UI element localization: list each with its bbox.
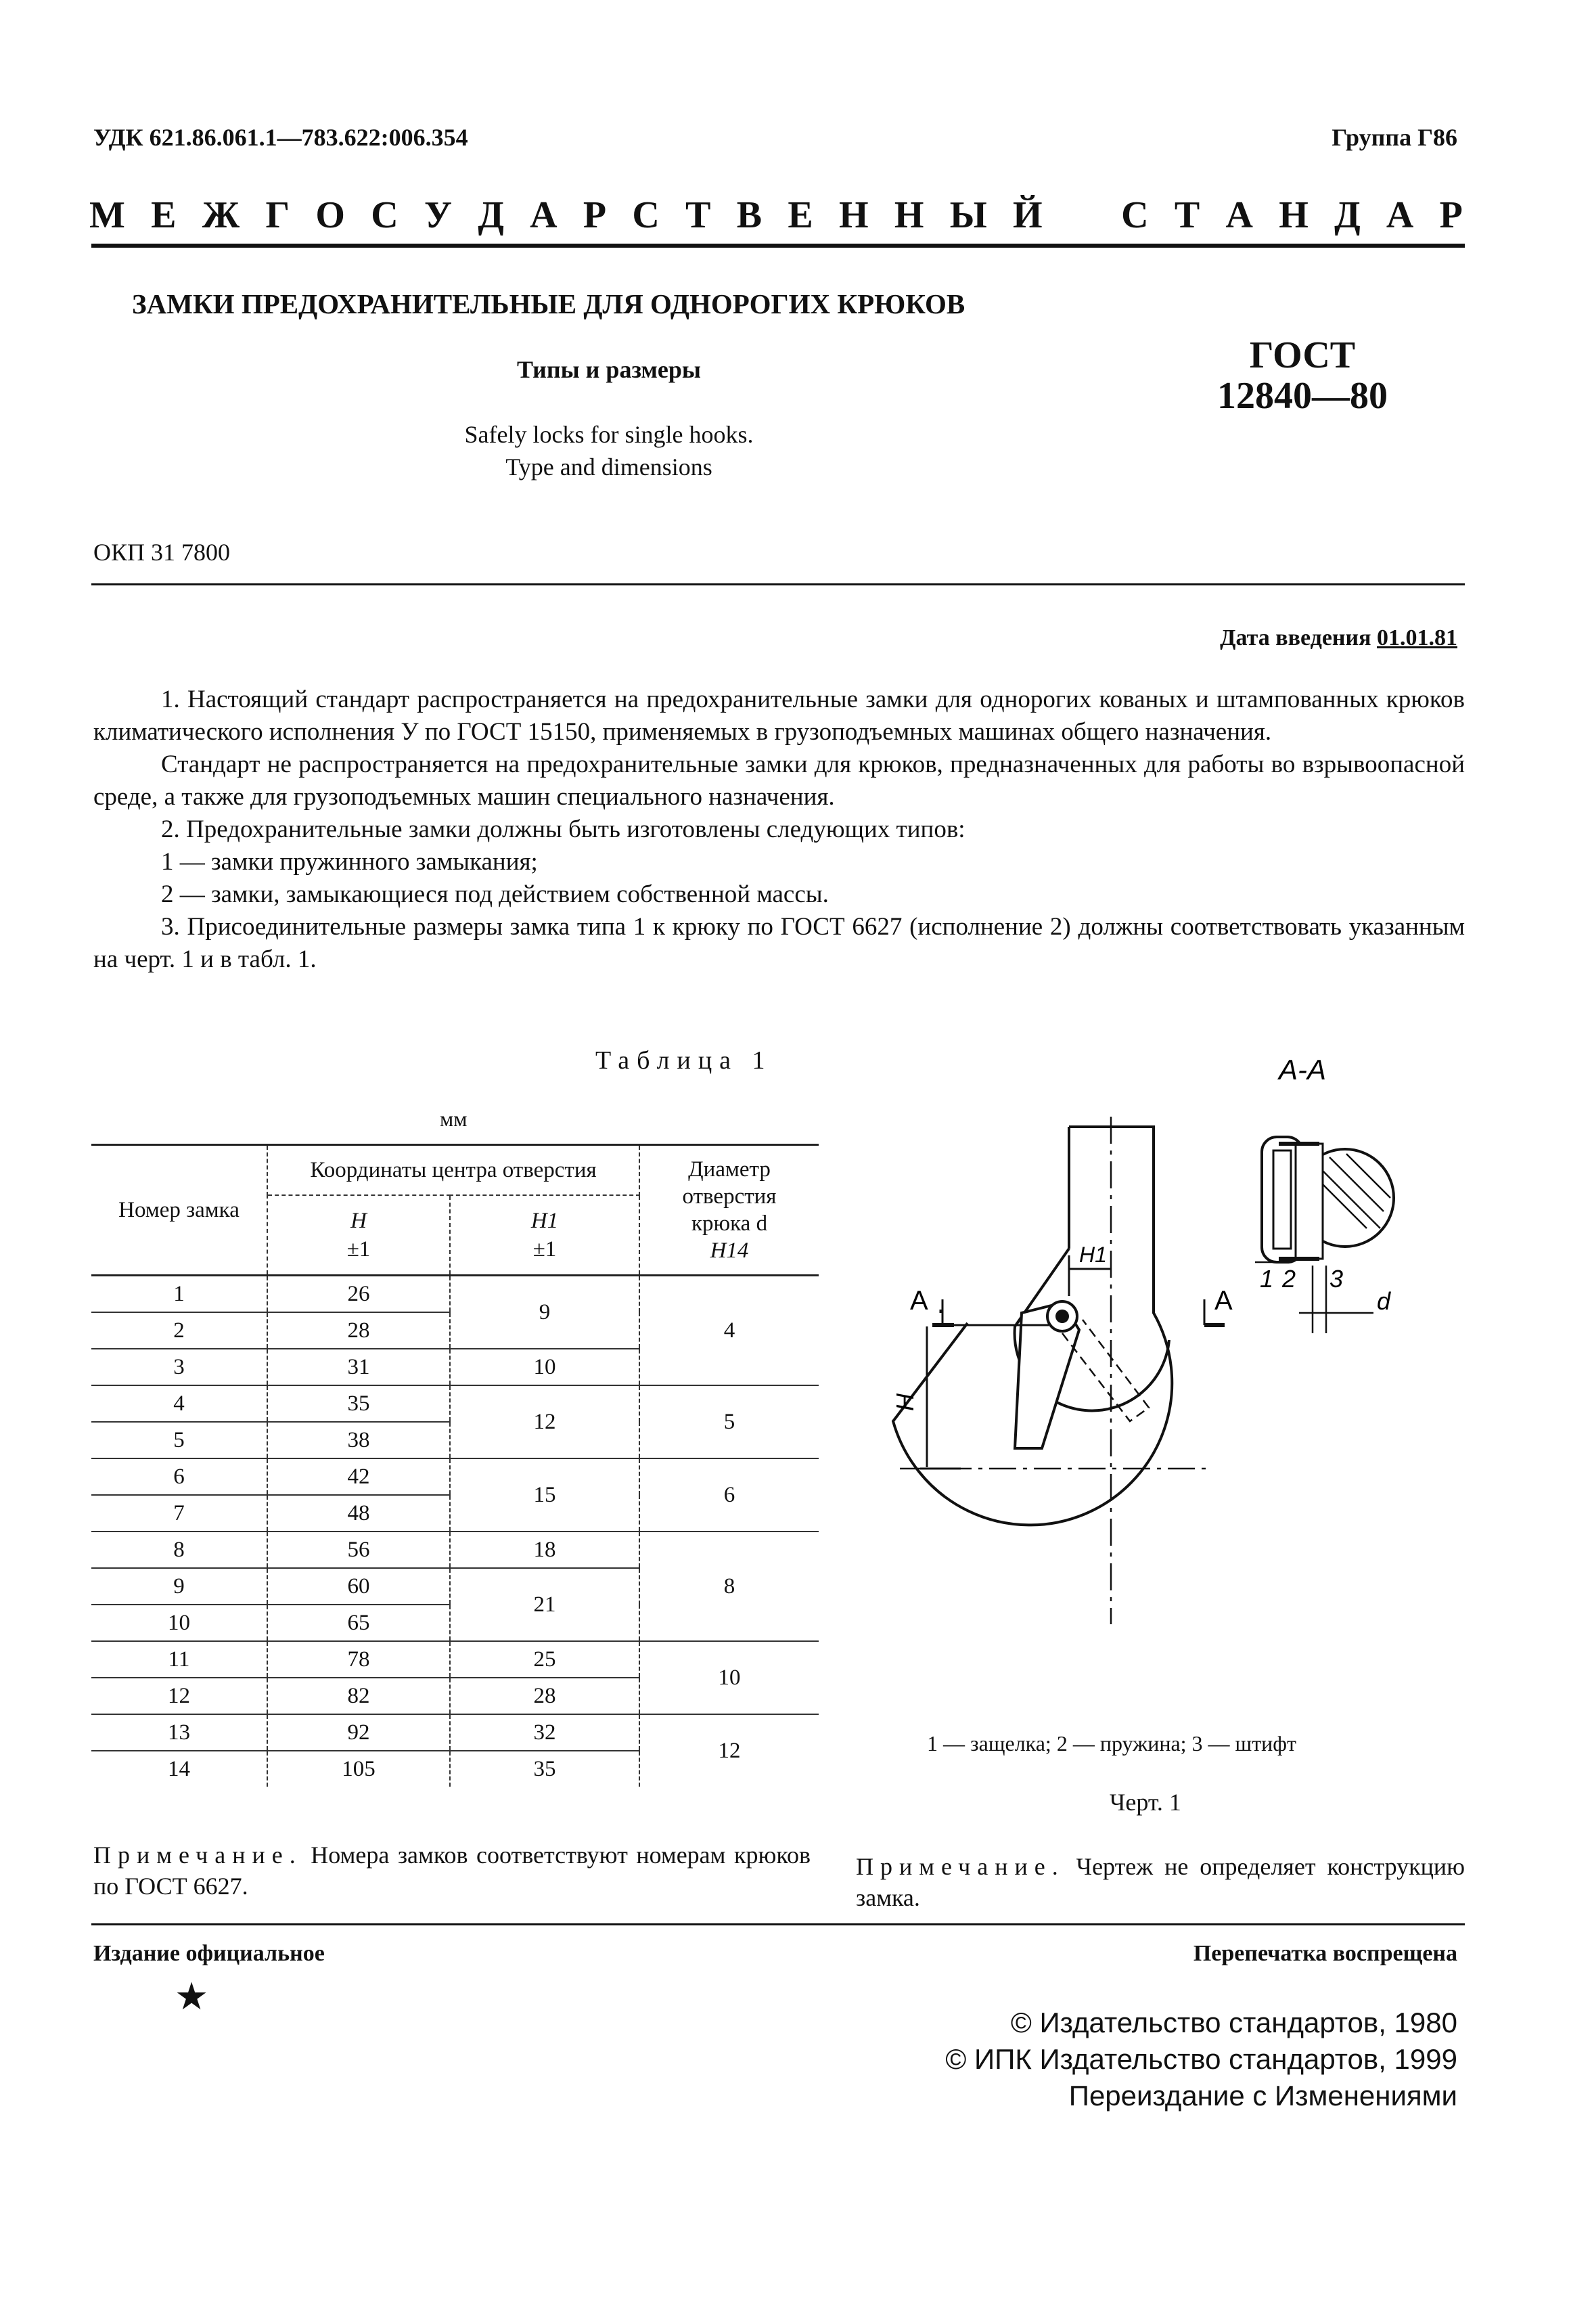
body-text <box>93 684 1465 976</box>
reprint-prohibited: Перепечатка воспрещена <box>1193 1941 1457 1966</box>
header-rule <box>91 244 1465 248</box>
paragraph: 2 — замки, замыкающиеся под действием собственной массы. <box>161 880 829 908</box>
table-cell-H1: 25 <box>450 1641 639 1678</box>
table-cell-lock: 10 <box>91 1605 267 1641</box>
dimensions-table <box>91 1144 819 1787</box>
table-cell-H: 56 <box>267 1532 450 1568</box>
table-cell-H: 35 <box>267 1385 450 1422</box>
table-cell-H: 26 <box>267 1276 450 1313</box>
table-cell-H: 65 <box>267 1605 450 1641</box>
table-cell-H: 48 <box>267 1495 450 1532</box>
table-cell-H: 82 <box>267 1678 450 1714</box>
dimension-H1-label: H1 <box>1079 1243 1107 1267</box>
table-cell-d: 5 <box>639 1385 819 1458</box>
table-cell-H1: 12 <box>450 1385 639 1458</box>
hook-drawing <box>846 1042 1488 1726</box>
table-cell-H1: 32 <box>450 1714 639 1751</box>
table-cell-d: 8 <box>639 1532 819 1641</box>
col-header-H: H ±1 <box>267 1195 450 1276</box>
table-cell-lock: 5 <box>91 1422 267 1458</box>
interstate-standard-heading: М Е Ж Г О С У Д А Р С Т В Е Н Н Ы Й С Т А Н Д А Р <box>89 194 1463 236</box>
star-icon: ★ <box>175 1976 209 2018</box>
section-mark-left: А <box>910 1286 928 1316</box>
section-mark-right: А <box>1214 1286 1233 1316</box>
table-cell-lock: 6 <box>91 1458 267 1495</box>
table-cell-d: 12 <box>718 1738 741 1763</box>
document-title: ЗАМКИ ПРЕДОХРАНИТЕЛЬНЫЕ ДЛЯ ОДНОРОГИХ КРЮКОВ <box>132 288 965 319</box>
gost-number: ГОСТ 12840—80 <box>1217 334 1388 417</box>
table-cell-lock: 3 <box>91 1349 267 1385</box>
table-cell-lock: 4 <box>91 1385 267 1422</box>
figure-legend: 1 — защелка; 2 — пружина; 3 — штифт <box>927 1731 1297 1756</box>
table-cell-H1: 18 <box>450 1532 639 1568</box>
figure-note: Примечание. Чертеж не определяет конструкцию замка. <box>856 1853 1465 1911</box>
table-cell-H1: 21 <box>450 1568 639 1641</box>
paragraph: 3. Присоединительные размеры замка типа 1 к крюку по ГОСТ 6627 (исполнение 2) должны соответствовать указанным на черт. 1 и в табл. 1. <box>93 913 1465 973</box>
footer-rule <box>91 1923 1465 1925</box>
table-cell-H: 105 <box>267 1751 450 1787</box>
part-label-2: 2 <box>1282 1265 1296 1293</box>
okp-code: ОКП 31 7800 <box>93 539 231 566</box>
table-cell-lock: 8 <box>91 1532 267 1568</box>
section-label: А-А <box>1279 1054 1327 1086</box>
dimension-d-label: d <box>1377 1287 1391 1315</box>
table-unit: мм <box>440 1107 468 1131</box>
table-cell-H: 92 <box>267 1714 450 1751</box>
table-cell-H: 38 <box>267 1422 450 1458</box>
paragraph: 1 — замки пружинного замыкания; <box>161 848 538 876</box>
table-cell-H: 60 <box>267 1568 450 1605</box>
table-cell-H: 28 <box>267 1312 450 1349</box>
english-title: Safely locks for single hooks. Type and dimensions <box>464 421 754 481</box>
latch <box>1015 1301 1149 1448</box>
table-cell-lock: 7 <box>91 1495 267 1532</box>
paragraph: 2. Предохранительные замки должны быть изготовлены следующих типов: <box>161 815 965 843</box>
table-cell-H1: 35 <box>450 1751 639 1787</box>
table-cell-lock: 11 <box>91 1641 267 1678</box>
table-cell-H1: 10 <box>450 1349 639 1385</box>
dimension-lines <box>920 1255 1225 1469</box>
table-cell-d: 4 <box>639 1276 819 1386</box>
table-cell-lock: 14 <box>91 1751 267 1787</box>
table-cell-lock: 1 <box>91 1276 267 1313</box>
col-header-diameter: Диаметр отверстия крюка d H14 <box>639 1145 819 1276</box>
table-cell-H1: 28 <box>450 1678 639 1714</box>
part-label-1: 1 <box>1260 1265 1274 1293</box>
table-cell-lock: 9 <box>91 1568 267 1605</box>
table-note: Примечание. Номера замков соответствуют номерам крюков по ГОСТ 6627. <box>93 1841 811 1900</box>
paragraph: 1. Настоящий стандарт распространяется на предохранительные замки для однорогих кованых и штампованных крюков климатического исполнения У по ГОСТ 15150, применяемых в грузоподъемных машинах общего назначения. <box>93 686 1465 746</box>
copyright-block: © Издательство стандартов, 1980 © ИПК Издательство стандартов, 1999 Переиздание с Изменениями <box>945 2007 1457 2111</box>
official-edition: Издание официальное <box>93 1941 325 1966</box>
dimension-H-label: H <box>891 1393 919 1411</box>
section-view <box>1255 1096 1394 1333</box>
table-cell-lock: 12 <box>91 1678 267 1714</box>
introduction-date: Дата введения 01.01.81 <box>1220 625 1457 650</box>
figure-caption: Черт. 1 <box>1110 1789 1181 1816</box>
group-code: Группа Г86 <box>1332 124 1457 151</box>
table-cell-H: 42 <box>267 1458 450 1495</box>
table-cell-H: 78 <box>267 1641 450 1678</box>
table-cell-d: 6 <box>639 1458 819 1532</box>
table-caption: Таблица 1 <box>595 1046 773 1075</box>
col-header-H1: H1 ±1 <box>450 1195 639 1276</box>
udk-code: УДК 621.86.061.1—783.622:006.354 <box>93 124 468 151</box>
col-header-lock-number: Номер замка <box>91 1145 267 1276</box>
part-label-3: 3 <box>1329 1265 1344 1293</box>
paragraph: Стандарт не распространяется на предохранительные замки для крюков, предназначенных для работы во взрывоопасной среде, а также для грузоподъемных машин специального назначения. <box>93 751 1465 811</box>
table-cell-H1: 9 <box>450 1276 639 1349</box>
table-cell-d: 10 <box>639 1641 819 1714</box>
table-cell-lock: 13 <box>91 1714 267 1751</box>
document-subtitle: Типы и размеры <box>516 356 702 383</box>
table-cell-H: 31 <box>267 1349 450 1385</box>
table-cell-H1: 15 <box>450 1458 639 1532</box>
table-cell-lock: 2 <box>91 1312 267 1349</box>
title-rule <box>91 583 1465 585</box>
col-header-coordinates: Координаты центра отверстия <box>267 1145 639 1196</box>
